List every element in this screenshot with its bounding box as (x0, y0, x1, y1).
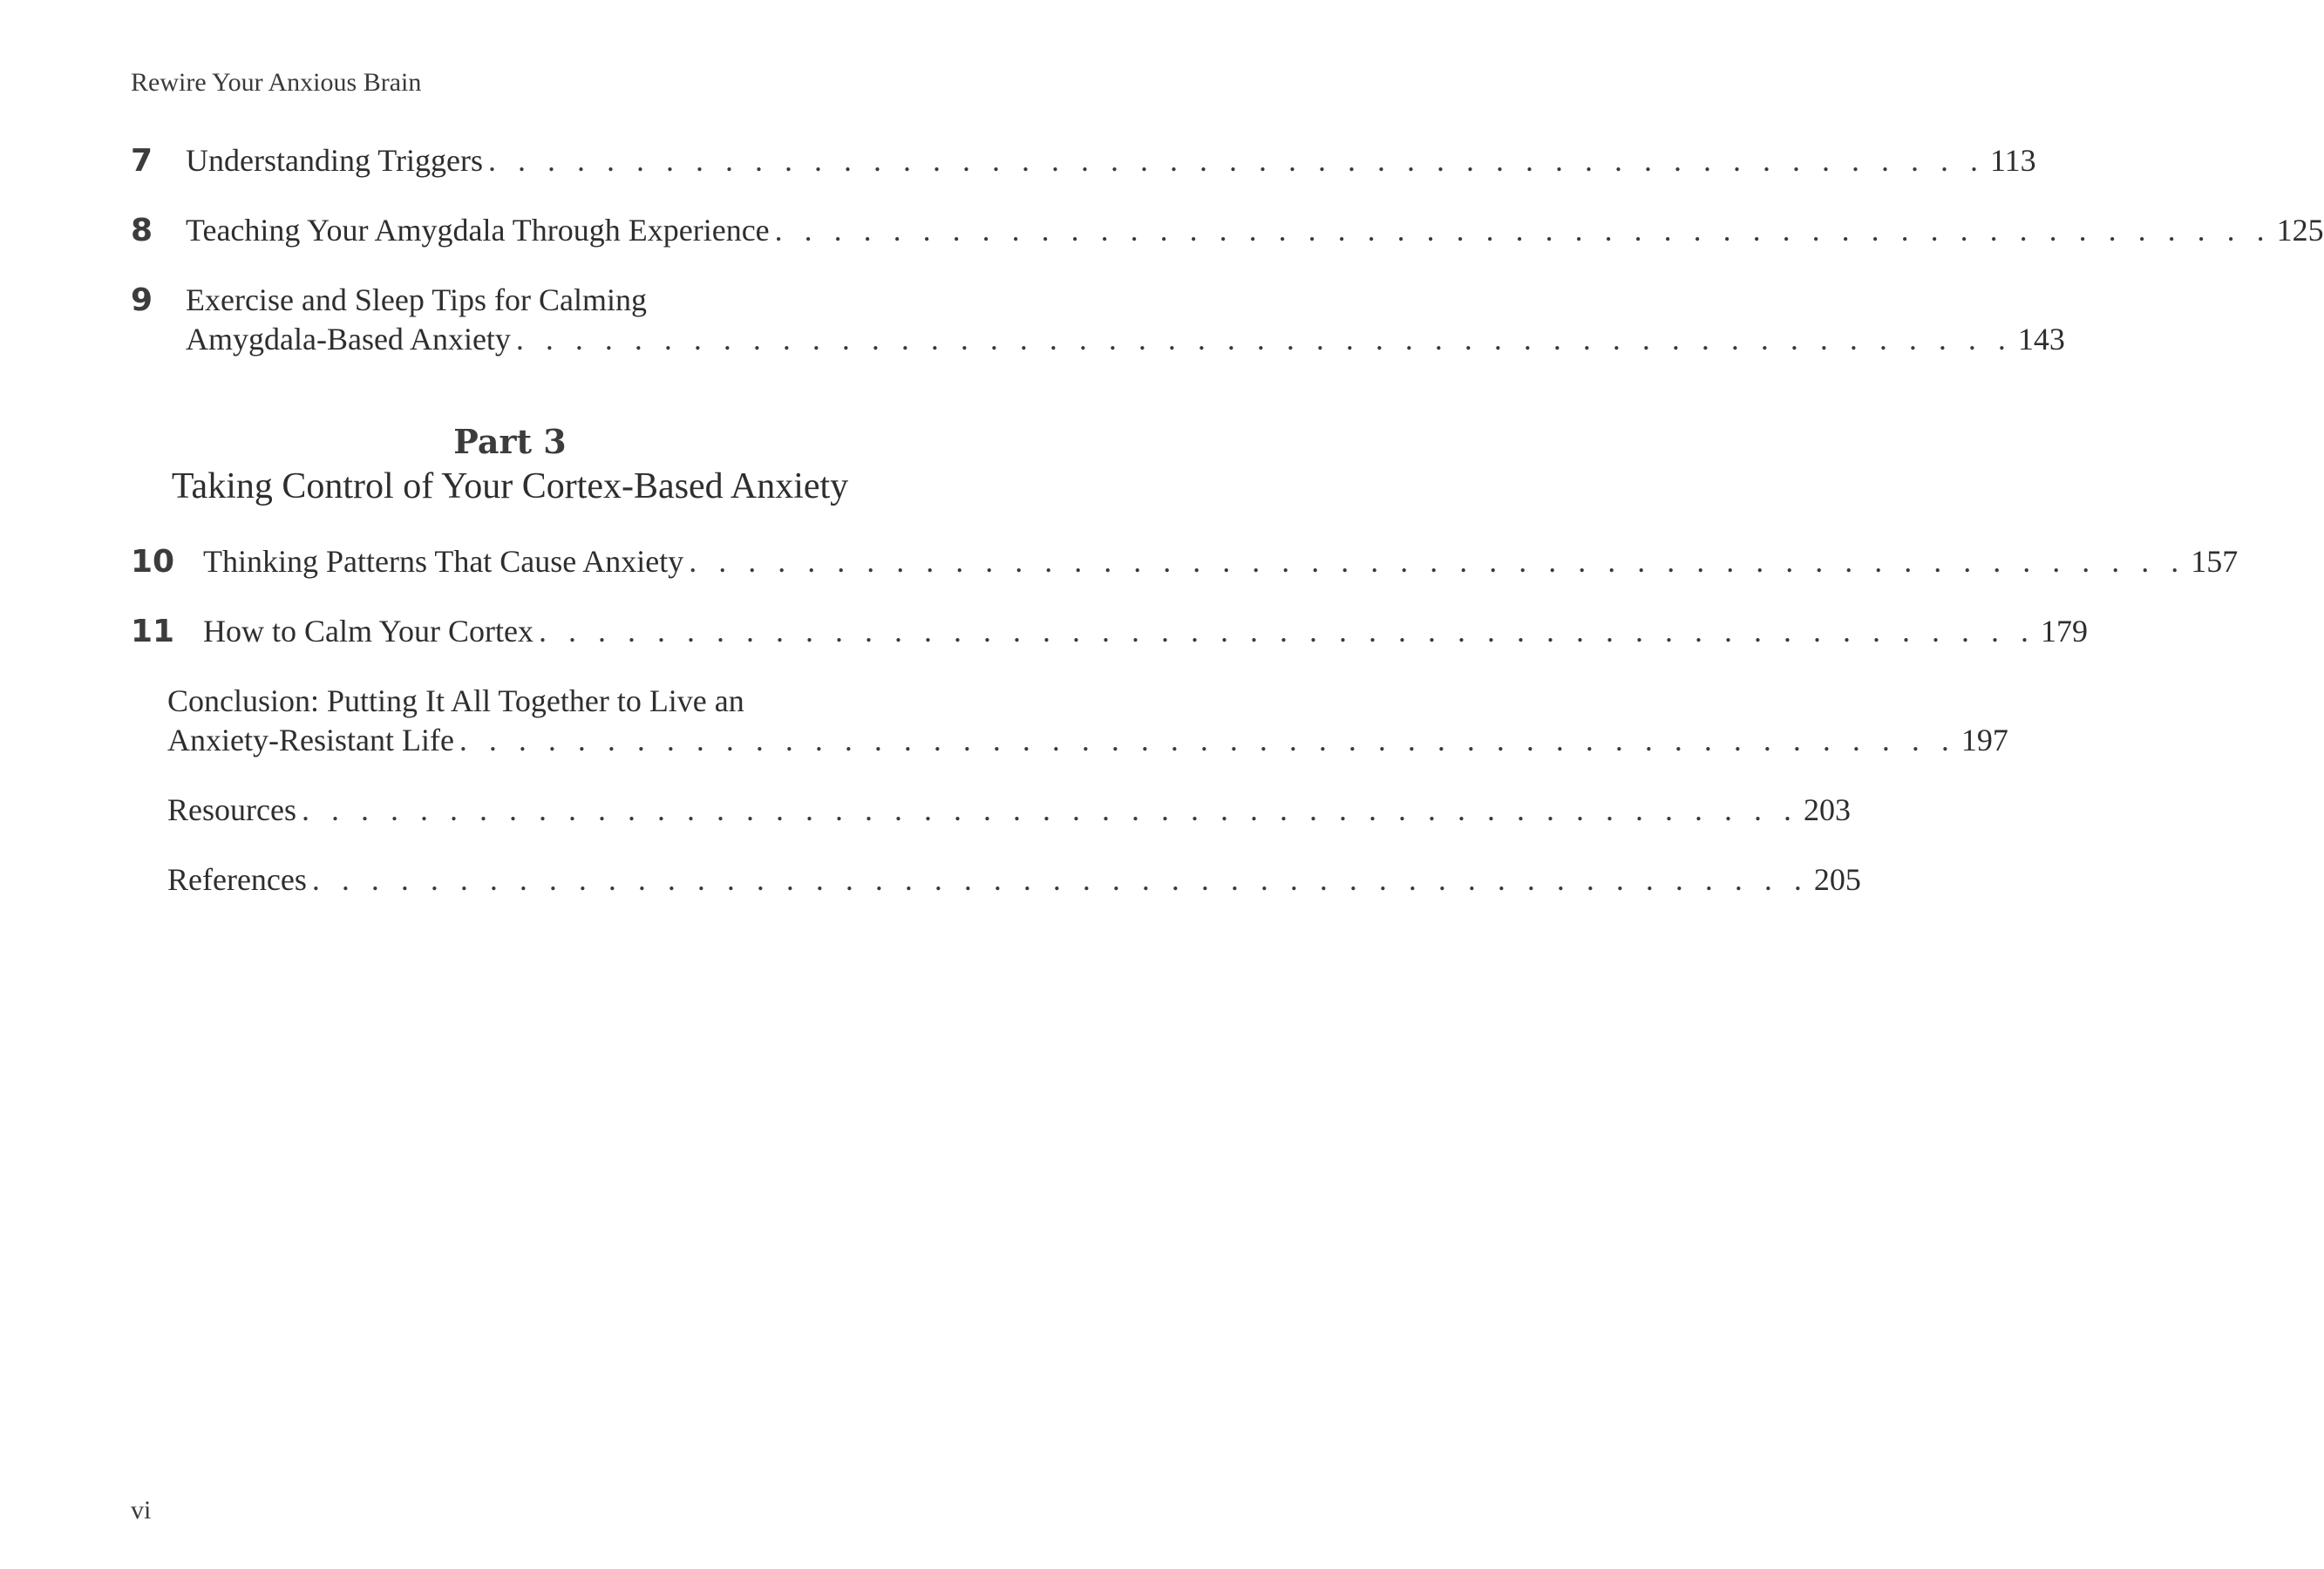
dot-leader: . . . . . . . . . . . . . . . . . . . . . . . . . . . . . . . . . . . . . . . . . . . . . . . . . . . (539, 614, 2036, 649)
folio-page-number: vi (131, 1496, 152, 1525)
running-head: Rewire Your Anxious Brain (131, 68, 422, 97)
conclusion-title-line-1: Conclusion: Putting It All Together to Live an (167, 683, 744, 718)
chapter-title-line-2: Amygdala-Based Anxiety (186, 322, 511, 357)
page-number: 203 (1803, 792, 1851, 827)
dot-leader: . . . . . . . . . . . . . . . . . . . . . . . . . . . . . . . . . . . . . . . . . . . . . . . . . . . (488, 143, 1985, 178)
dot-leader: . . . . . . . . . . . . . . . . . . . . . . . . . . . . . . . . . . . . . . . . . . . . . . . . . . . (301, 792, 1798, 827)
toc-part-2 (131, 141, 2324, 359)
page-number: 157 (2191, 544, 2239, 579)
toc-entry-chapter-10[interactable] (131, 542, 2239, 581)
toc-entry-resources[interactable] (131, 791, 1851, 830)
resources-title: Resources (167, 792, 296, 827)
toc-entry-conclusion[interactable] (131, 682, 2008, 760)
chapter-title: Thinking Patterns That Cause Anxiety (203, 544, 684, 579)
toc-entry-chapter-8[interactable] (131, 211, 2324, 250)
page-number: 197 (1960, 723, 2008, 757)
part-3-heading (131, 422, 889, 511)
dot-leader: . . . . . . . . . . . . . . . . . . . . . . . . . . . . . . . . . . . . . . . . . . . . . . . . . . . (774, 213, 2272, 248)
dot-leader: . . . . . . . . . . . . . . . . . . . . . . . . . . . . . . . . . . . . . . . . . . . . . . . . . . . (311, 862, 1809, 897)
chapter-title-line-1: Exercise and Sleep Tips for Calming (186, 282, 647, 317)
chapter-number: 9 (131, 282, 153, 318)
chapter-number: 11 (131, 614, 175, 649)
chapter-title: Understanding Triggers (186, 143, 483, 178)
chapter-title: Teaching Your Amygdala Through Experience (186, 213, 770, 248)
toc-entry-chapter-7[interactable] (131, 141, 2036, 180)
chapter-number: 7 (131, 143, 153, 179)
page-number: 125 (2276, 213, 2324, 248)
dot-leader: . . . . . . . . . . . . . . . . . . . . . . . . . . . . . . . . . . . . . . . . . . . . . . . . . . . (689, 544, 2186, 579)
references-title: References (167, 862, 307, 897)
page-number: 205 (1813, 862, 1861, 897)
toc-part-3 (131, 542, 2239, 900)
page-number: 179 (2041, 614, 2089, 649)
toc-entry-chapter-11[interactable] (131, 612, 2089, 651)
dot-leader: . . . . . . . . . . . . . . . . . . . . . . . . . . . . . . . . . . . . . . . . . . . . . . . . . . . (459, 723, 1956, 757)
part-title: Taking Control of Your Cortex-Based Anxiety (171, 466, 849, 506)
part-label: Part 3 (453, 422, 567, 461)
chapter-number: 8 (131, 213, 153, 248)
chapter-title: How to Calm Your Cortex (203, 614, 534, 649)
dot-leader: . . . . . . . . . . . . . . . . . . . . . . . . . . . . . . . . . . . . . . . . . . . . . . . . . . . (515, 322, 2013, 357)
conclusion-title-line-2: Anxiety-Resistant Life (167, 723, 454, 757)
toc-entry-references[interactable] (131, 860, 1861, 900)
chapter-number: 10 (131, 544, 175, 580)
toc-entry-chapter-9[interactable] (131, 281, 2065, 359)
page-number: 113 (1990, 143, 2036, 178)
page-number: 143 (2017, 322, 2065, 357)
